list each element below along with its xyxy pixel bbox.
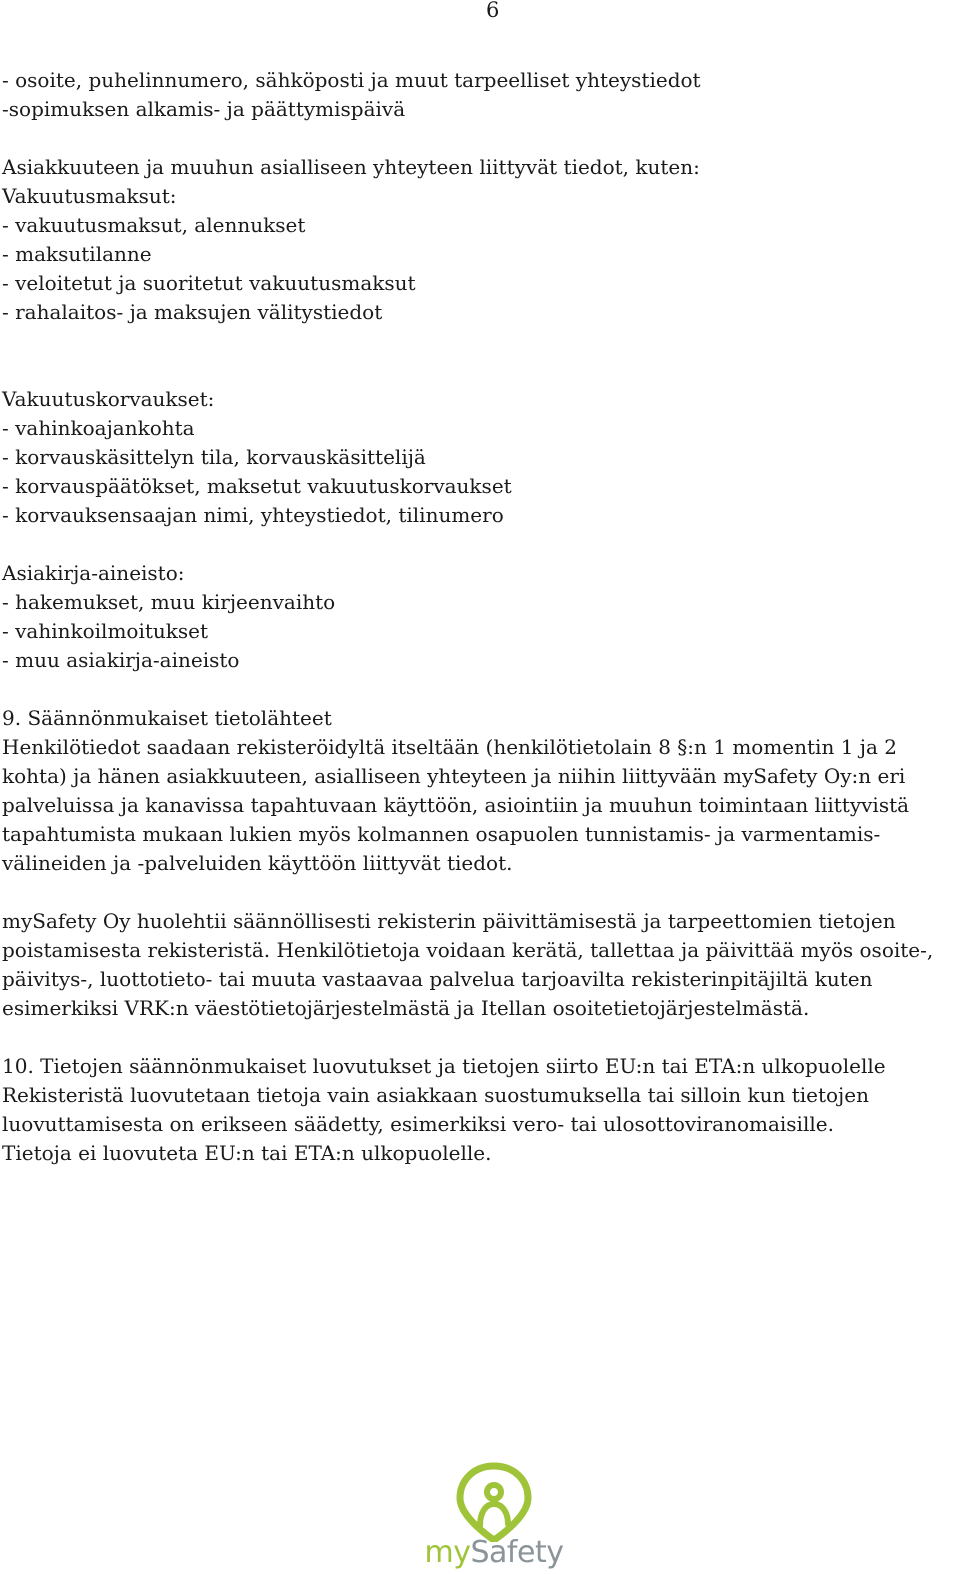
insurance-payments-heading: Vakuutusmaksut: xyxy=(2,184,177,208)
location-pin-logo-icon xyxy=(422,1462,566,1542)
customer-intro: Asiakkuuteen ja muuhun asialliseen yhteyteen liittyvät tiedot, kuten: xyxy=(2,155,700,179)
logo-wordmark-safety: Safety xyxy=(470,1535,564,1570)
list-item: - korvauspäätökset, maksetut vakuutuskorvaukset xyxy=(2,474,512,498)
list-item: - maksutilanne xyxy=(2,242,152,266)
paragraph-line: Rekisteristä luovutetaan tietoja vain asiakkaan suostumuksella tai silloin kun tietojen xyxy=(2,1083,869,1107)
list-item: - korvauksensaajan nimi, yhteystiedot, tilinumero xyxy=(2,503,504,527)
document-body xyxy=(2,66,954,1168)
documents-heading: Asiakirja-aineisto: xyxy=(2,561,185,585)
list-item: - vahinkoilmoitukset xyxy=(2,619,209,643)
list-item: - rahalaitos- ja maksujen välitystiedot xyxy=(2,300,383,324)
paragraph-line: palveluissa ja kanavissa tapahtuvaan käyttöön, asiointiin ja muuhun toimintaan liittyvistä xyxy=(2,793,910,817)
paragraph-line: päivitys-, luottotieto- tai muuta vastaavaa palvelua tarjoavilta rekisterinpitäjiltä kuten xyxy=(2,967,873,991)
list-item: - veloitetut ja suoritetut vakuutusmaksut xyxy=(2,271,416,295)
insurance-claims-heading: Vakuutuskorvaukset: xyxy=(2,387,215,411)
paragraph-line: poistamisesta rekisteristä. Henkilötietoja voidaan kerätä, tallettaa ja päivittää myös osoite-, xyxy=(2,938,934,962)
paragraph-line: mySafety Oy huolehtii säännöllisesti rekisterin päivittämisestä ja tarpeettomien tietojen xyxy=(2,909,896,933)
paragraph-line: Tietoja ei luovuteta EU:n tai ETA:n ulkopuolelle. xyxy=(2,1141,492,1165)
list-item: - vakuutusmaksut, alennukset xyxy=(2,213,306,237)
paragraph-line: esimerkiksi VRK:n väestötietojärjestelmästä ja Itellan osoitetietojärjestelmästä. xyxy=(2,996,810,1020)
logo-wordmark-my: my xyxy=(424,1535,471,1570)
list-item: - muu asiakirja-aineisto xyxy=(2,648,240,672)
logo-wordmark xyxy=(422,1536,566,1570)
paragraph-line: luovuttamisesta on erikseen säädetty, esimerkiksi vero- tai ulosottoviranomaisille. xyxy=(2,1112,834,1136)
paragraph-line: Henkilötiedot saadaan rekisteröidyltä itseltään (henkilötietolain 8 §:n 1 momentin 1 ja 2 xyxy=(2,735,897,759)
page-number: 6 xyxy=(486,0,500,22)
section-9-heading: 9. Säännönmukaiset tietolähteet xyxy=(2,706,332,730)
paragraph-line: tapahtumista mukaan lukien myös kolmannen osapuolen tunnistamis- ja varmentamis- xyxy=(2,822,881,846)
intro-line: -sopimuksen alkamis- ja päättymispäivä xyxy=(2,97,406,121)
mysafety-logo xyxy=(422,1462,566,1570)
paragraph-line: välineiden ja -palveluiden käyttöön liittyvät tiedot. xyxy=(2,851,513,875)
intro-line: - osoite, puhelinnumero, sähköposti ja muut tarpeelliset yhteystiedot xyxy=(2,68,701,92)
list-item: - hakemukset, muu kirjeenvaihto xyxy=(2,590,336,614)
paragraph-line: kohta) ja hänen asiakkuuteen, asialliseen yhteyteen ja niihin liittyvään mySafety Oy:n eri xyxy=(2,764,906,788)
list-item: - korvauskäsittelyn tila, korvauskäsittelijä xyxy=(2,445,426,469)
list-item: - vahinkoajankohta xyxy=(2,416,195,440)
section-10-heading: 10. Tietojen säännönmukaiset luovutukset ja tietojen siirto EU:n tai ETA:n ulkopuolelle xyxy=(2,1054,886,1078)
